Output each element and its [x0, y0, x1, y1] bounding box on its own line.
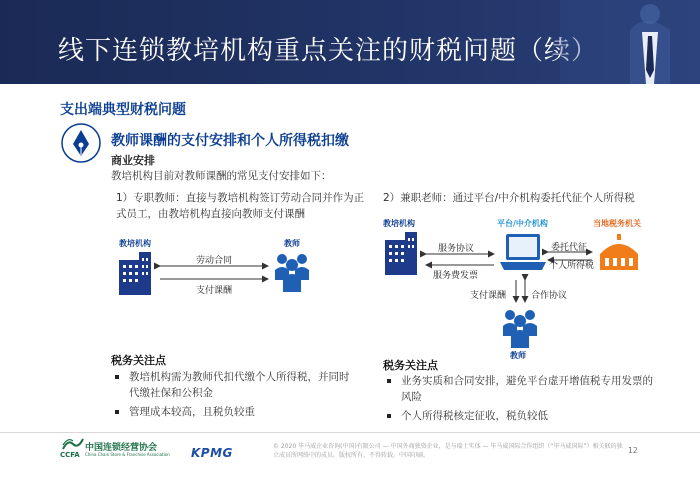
left-case-description: 1）专职教师：直接与教培机构签订劳动合同并作为正式员工，由教培机构直接向教师支付课酬	[116, 192, 365, 220]
edge-pay-label: 支付课酬	[470, 291, 507, 301]
right-notes-list	[383, 373, 658, 427]
footer-divider	[0, 432, 700, 433]
edge-delegate-label: 委托代征	[551, 243, 588, 253]
ccfa-subtitle: China Chain Store & Franchise Association	[85, 452, 170, 457]
left-node-teacher-label: 教师	[284, 239, 300, 248]
left-edge-contract-label: 劳动合同	[196, 256, 233, 266]
ccfa-name: 中国连锁经营协会	[85, 443, 158, 453]
right-node-tax-label: 当地税务机关	[593, 219, 641, 228]
right-case-description: 2）兼职老师：通过平台/中介机构委托代征个人所得税	[383, 192, 635, 204]
ccfa-abbr: CCFA	[60, 451, 80, 459]
topic-title: 教师课酬的支付安排和个人所得税扣缴	[111, 133, 349, 149]
intro-text: 教培机构目前对教师课酬的常见支付安排如下：	[111, 170, 332, 182]
left-edge-pay-label: 支付课酬	[196, 286, 233, 296]
list-item: 业务实质和合同安排，避免平台虚开增值税专用发票的风险	[383, 373, 658, 405]
edge-coop-label: 合作协议	[531, 291, 568, 301]
list-item: 教培机构需为教师代扣代缴个人所得税，并同时代缴社保和公积金	[111, 369, 351, 401]
page-number: 12	[627, 446, 638, 455]
list-item: 管理成本较高，且税负较重	[111, 404, 351, 420]
kpmg-logo: KPMG	[191, 446, 233, 460]
edge-iit-label: 个人所得税	[549, 261, 595, 271]
left-notes-title: 税务关注点	[111, 354, 166, 367]
right-node-teacher-label: 教师	[510, 351, 526, 360]
edge-service-label: 服务协议	[438, 244, 475, 254]
copyright-note: © 2020 毕马威企业咨询(中国)有限公司 — 中国外商独资企业，是与瑞士实体 — 毕马威国际合作组织（“毕马威国际”）相关联的独立成员所网络中的成员。版权所有，不得转载。中国印刷。	[273, 443, 623, 459]
list-item: 个人所得税核定征收，税负较低	[383, 408, 658, 424]
section-title: 支出端典型财税问题	[60, 102, 186, 118]
edge-fee-label: 服务费发票	[433, 271, 479, 281]
right-node-platform-label: 平台/中介机构	[497, 219, 548, 228]
right-node-org-label: 教培机构	[383, 219, 415, 228]
left-node-org-label: 教培机构	[119, 239, 151, 248]
ccfa-logo-icon	[62, 437, 84, 451]
left-notes-list	[111, 369, 351, 423]
page-title: 线下连锁教培机构重点关注的财税问题（续）	[58, 36, 599, 66]
subtitle-business-arrangement: 商业安排	[111, 154, 155, 167]
right-notes-title: 税务关注点	[383, 359, 438, 372]
